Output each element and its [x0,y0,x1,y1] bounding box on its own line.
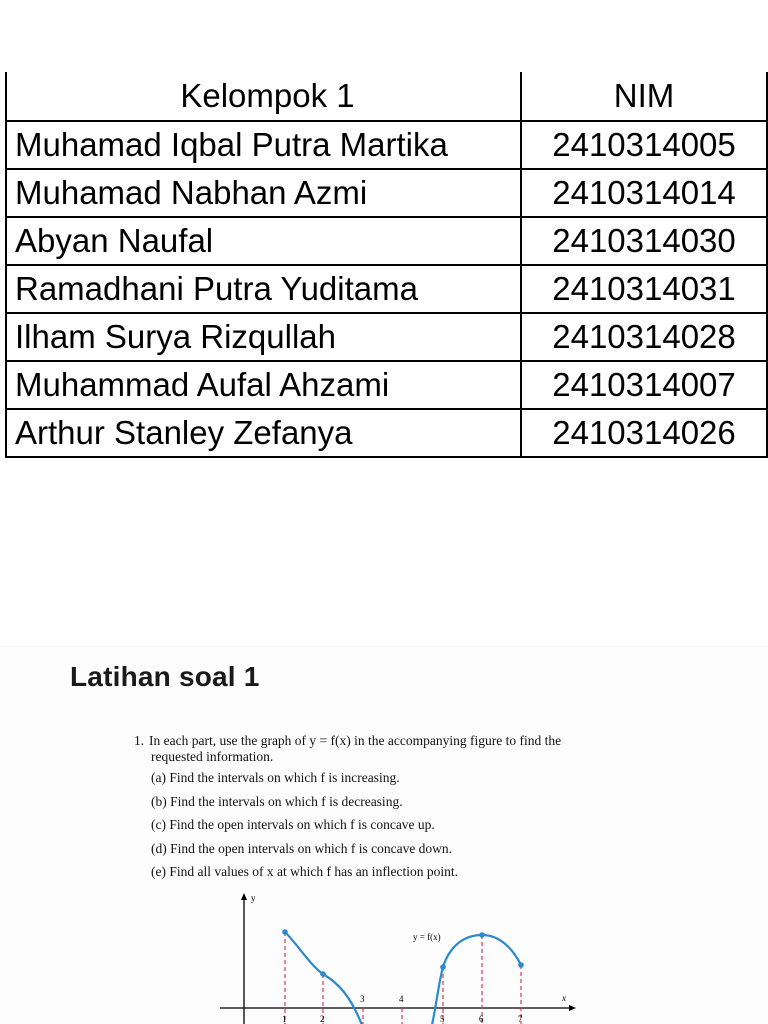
member-name-cell: Arthur Stanley Zefanya [6,409,521,457]
member-name-cell: Ilham Surya Rizqullah [6,313,521,361]
point-x7 [518,962,524,968]
point-x5 [440,964,446,970]
question-parts [134,770,654,888]
member-name-cell: Ramadhani Putra Yuditama [6,265,521,313]
dashed-guides [285,932,521,1024]
group-members-table [5,72,768,458]
question-line-1 [134,733,654,749]
table-row [6,361,767,409]
table-row [6,169,767,217]
member-nim-cell: 2410314007 [521,361,767,409]
table-row [6,121,767,169]
question-block [134,733,654,888]
member-nim-cell: 2410314028 [521,313,767,361]
question-part: (a) Find the intervals on which f is increasing. [151,770,400,785]
question-text-line-1: In each part, use the graph of y = f(x) in the accompanying figure to find the [149,733,562,748]
header-group-name: Kelompok 1 [6,72,521,121]
table-header-row [6,72,767,121]
member-nim-cell: 2410314005 [521,121,767,169]
member-nim-cell: 2410314030 [521,217,767,265]
exercise-section [0,646,768,1024]
member-nim-cell: 2410314014 [521,169,767,217]
table-row [6,409,767,457]
member-name-cell: Abyan Naufal [6,217,521,265]
member-name-cell: Muhamad Nabhan Azmi [6,169,521,217]
curve-label: y = f(x) [413,932,441,942]
question-number: 1. [134,733,145,748]
tick-label-7: 7 [518,1014,523,1024]
header-nim: NIM [521,72,767,121]
x-axis-arrow-icon [569,1005,576,1011]
function-graph [210,891,590,1024]
graph-svg [210,891,590,1024]
tick-label-6: 6 [479,1014,484,1024]
tick-label-3: 3 [360,994,365,1004]
tick-label-1: 1 [282,1014,287,1024]
member-name-cell: Muhamad Iqbal Putra Martika [6,121,521,169]
question-part: (c) Find the open intervals on which f is concave up. [151,817,435,832]
question-part: (e) Find all values of x at which f has an inflection point. [151,864,459,879]
x-axis-label: x [562,993,566,1003]
point-x1 [282,929,288,935]
question-part: (d) Find the open intervals on which f is concave down. [151,840,453,856]
table-row [6,313,767,361]
table-row [6,265,767,313]
member-nim-cell: 2410314031 [521,265,767,313]
exercise-title: Latihan soal 1 [70,661,260,692]
table-row [6,217,767,265]
question-text-line-2: requested information. [151,749,274,764]
question-part: (b) Find the intervals on which f is decreasing. [151,793,403,809]
y-axis-arrow-icon [241,893,247,900]
point-x2 [320,971,326,977]
tick-label-2: 2 [320,1014,325,1024]
member-name-cell: Muhammad Aufal Ahzami [6,361,521,409]
y-axis-label: y [251,893,256,903]
tick-label-4: 4 [399,994,404,1004]
member-nim-cell: 2410314026 [521,409,767,457]
tick-label-5: 5 [440,1014,445,1024]
point-x6 [479,932,485,938]
curve-right-segment [432,935,521,1024]
table-body [6,121,767,457]
